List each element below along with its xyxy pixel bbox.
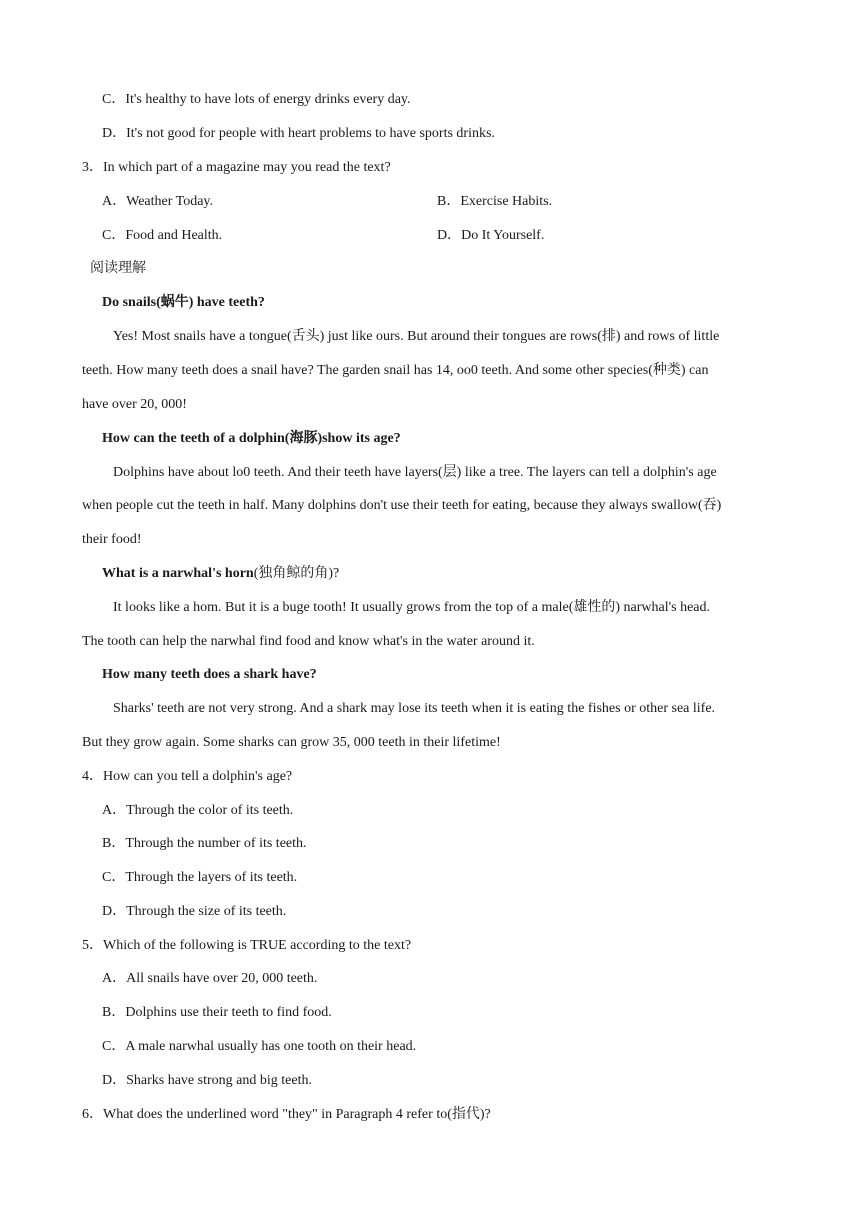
q4-option-d: D．Through the size of its teeth. — [102, 904, 287, 919]
q2-option-c: C．It's healthy to have lots of energy drinks every day. — [102, 92, 411, 107]
q5-option-a: A．All snails have over 20, 000 teeth. — [102, 971, 318, 986]
passage-paragraph-1-line-3: have over 20, 000! — [82, 397, 187, 412]
passage-heading-snails: Do snails(蜗牛) have teeth? — [102, 295, 265, 310]
q3-option-b: B．Exercise Habits. — [437, 194, 553, 209]
passage-paragraph-2-line-1: Dolphins have about lo0 teeth. And their teeth have layers(层) like a tree. The layers can tell a dolphin's age — [113, 465, 717, 480]
q4-option-b: B．Through the number of its teeth. — [102, 836, 307, 851]
passage-paragraph-2-line-3: their food! — [82, 532, 142, 547]
passage-heading-narwhal-bold: What is a narwhal's horn — [102, 566, 254, 581]
passage-paragraph-3-line-1: It looks like a hom. But it is a buge tooth! It usually grows from the top of a male(雄性的) narwhal's head. — [113, 600, 711, 615]
q5-option-d: D．Sharks have strong and big teeth. — [102, 1073, 312, 1088]
q3-option-a: A．Weather Today. — [102, 194, 214, 209]
q5-option-c: C．A male narwhal usually has one tooth on their head. — [102, 1039, 417, 1054]
q4-question: 4．How can you tell a dolphin's age? — [82, 769, 293, 784]
q3-question: 3．In which part of a magazine may you read the text? — [82, 160, 391, 175]
q4-option-c: C．Through the layers of its teeth. — [102, 870, 298, 885]
passage-paragraph-3-line-2: The tooth can help the narwhal find food and know what's in the water around it. — [82, 634, 535, 649]
passage-heading-dolphin: How can the teeth of a dolphin(海豚)show its age? — [102, 431, 401, 446]
q3-option-c: C．Food and Health. — [102, 228, 223, 243]
passage-heading-narwhal — [102, 565, 339, 583]
passage-paragraph-4-line-1: Sharks' teeth are not very strong. And a shark may lose its teeth when it is eating the fishes or other sea life. — [113, 701, 716, 716]
passage-paragraph-1-line-1: Yes! Most snails have a tongue(舌头) just like ours. But around their tongues are rows(排) and rows of little — [113, 329, 720, 344]
passage-paragraph-4-line-2: But they grow again. Some sharks can grow 35, 000 teeth in their lifetime! — [82, 735, 501, 750]
passage-heading-shark: How many teeth does a shark have? — [102, 667, 317, 682]
passage-paragraph-1-line-2: teeth. How many teeth does a snail have? The garden snail has 14, oo0 teeth. And some other species(种类) can — [82, 363, 709, 378]
q4-option-a: A．Through the color of its teeth. — [102, 803, 294, 818]
q6-question: 6．What does the underlined word "they" in Paragraph 4 refer to(指代)? — [82, 1107, 491, 1122]
q2-option-d: D．It's not good for people with heart problems to have sports drinks. — [102, 126, 495, 141]
q5-question: 5．Which of the following is TRUE according to the text? — [82, 938, 412, 953]
q3-option-d: D．Do It Yourself. — [437, 228, 545, 243]
q5-option-b: B．Dolphins use their teeth to find food. — [102, 1005, 332, 1020]
passage-heading-narwhal-rest: (独角鲸的角)? — [253, 566, 340, 581]
section-label: 阅读理解 — [90, 261, 146, 276]
passage-paragraph-2-line-2: when people cut the teeth in half. Many dolphins don't use their teeth for eating, because they always swallow(吞) — [82, 498, 722, 513]
